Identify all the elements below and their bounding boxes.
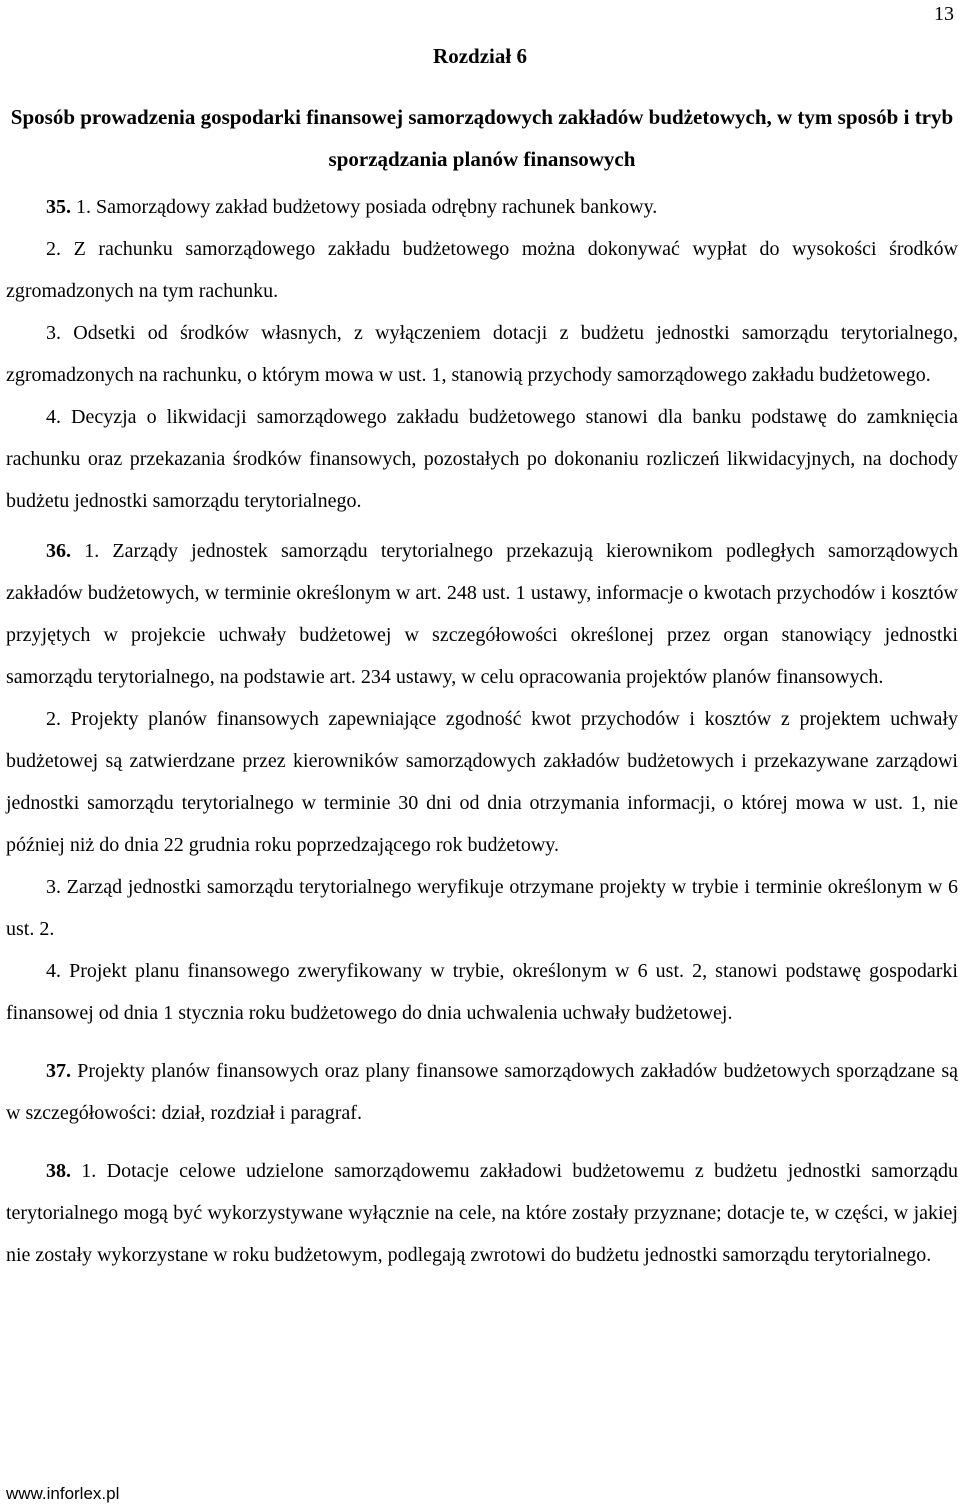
document-body bbox=[6, 186, 958, 1276]
page-number: 13 bbox=[934, 3, 954, 25]
chapter-title: Rozdział 6 bbox=[433, 44, 527, 68]
paragraph-text: 4. Projekt planu finansowego zweryfikowany w trybie, określonym w 6 ust. 2, stanowi podstawę gospodarki finansowej od dnia 1 stycznia roku budżetowego do dnia uchwalenia uchwały budżetowej. bbox=[6, 960, 958, 1024]
paragraph-text: 3. Odsetki od środków własnych, z wyłączeniem dotacji z budżetu jednostki samorządu terytorialnego, zgromadzonych na rachunku, o którym mowa w ust. 1, stanowią przychody samorządowego zakładu budżetowego. bbox=[6, 322, 958, 386]
paragraph-37 bbox=[6, 1050, 958, 1134]
paragraph-36-2 bbox=[6, 698, 958, 866]
paragraph-text: 1. Zarządy jednostek samorządu terytorialnego przekazują kierownikom podległych samorządowych zakładów budżetowych, w terminie określonym w art. 248 ust. 1 ustawy, informacje o kwotach przychodów i kosztów przyjętych w projekcie uchwały budżetowej w szczegółowości określonej przez organ stanowiący jednostki samorządu terytorialnego, na podstawie art. 234 ustawy, w celu opracowania projektów planów finansowych. bbox=[6, 540, 958, 688]
paragraph-text: 1. Samorządowy zakład budżetowy posiada odrębny rachunek bankowy. bbox=[71, 196, 658, 218]
paragraph-36-4 bbox=[6, 950, 958, 1034]
paragraph-text: 3. Zarząd jednostki samorządu terytorialnego weryfikuje otrzymane projekty w trybie i terminie określonym w 6 ust. 2. bbox=[6, 876, 958, 940]
paragraph-35-3 bbox=[6, 312, 958, 396]
paragraph-36-3 bbox=[6, 866, 958, 950]
paragraph-text: 4. Decyzja o likwidacji samorządowego zakładu budżetowego stanowi dla banku podstawę do zamknięcia rachunku oraz przekazania środków finansowych, pozostałych po dokonaniu rozliczeń likwidacyjnych, na dochody budżetu jednostki samorządu terytorialnego. bbox=[6, 406, 958, 512]
paragraph-text: Projekty planów finansowych oraz plany finansowe samorządowych zakładów budżetowych sporządzane są w szczegółowości: dział, rozdział i paragraf. bbox=[6, 1060, 958, 1124]
section-mark-37: 37. bbox=[46, 1060, 71, 1082]
paragraph-35-1 bbox=[6, 186, 958, 228]
paragraph-38-1 bbox=[6, 1150, 958, 1276]
paragraph-text: 2. Projekty planów finansowych zapewniające zgodność kwot przychodów i kosztów z projektem uchwały budżetowej są zatwierdzane przez kierowników samorządowych zakładów budżetowych i przekazywane zarządowi jednostki samorządu terytorialnego w terminie 30 dni od dnia otrzymania informacji, o której mowa w ust. 1, nie później niż do dnia 22 grudnia roku poprzedzającego rok budżetowy. bbox=[6, 708, 958, 856]
paragraph-text: 1. Dotacje celowe udzielone samorządowemu zakładowi budżetowemu z budżetu jednostki samorządu terytorialnego mogą być wykorzystywane wyłącznie na cele, na które zostały przyznane; dotacje te, w części, w jakiej nie zostały wykorzystane w roku budżetowym, podlegają zwrotowi do budżetu jednostki samorządu terytorialnego. bbox=[6, 1160, 958, 1266]
section-title: Sposób prowadzenia gospodarki finansowej samorządowych zakładów budżetowych, w tym sposób i tryb sporządzania planów finansowych bbox=[10, 105, 954, 171]
section-mark-36: 36. bbox=[46, 540, 71, 562]
paragraph-35-4 bbox=[6, 396, 958, 522]
footer-url: www.inforlex.pl bbox=[6, 1484, 120, 1503]
paragraph-35-2 bbox=[6, 228, 958, 312]
section-mark-38: 38. bbox=[46, 1160, 71, 1182]
section-mark-35: 35. bbox=[46, 196, 71, 218]
paragraph-text: 2. Z rachunku samorządowego zakładu budżetowego można dokonywać wypłat do wysokości środków zgromadzonych na tym rachunku. bbox=[6, 238, 958, 302]
paragraph-36-1 bbox=[6, 530, 958, 698]
